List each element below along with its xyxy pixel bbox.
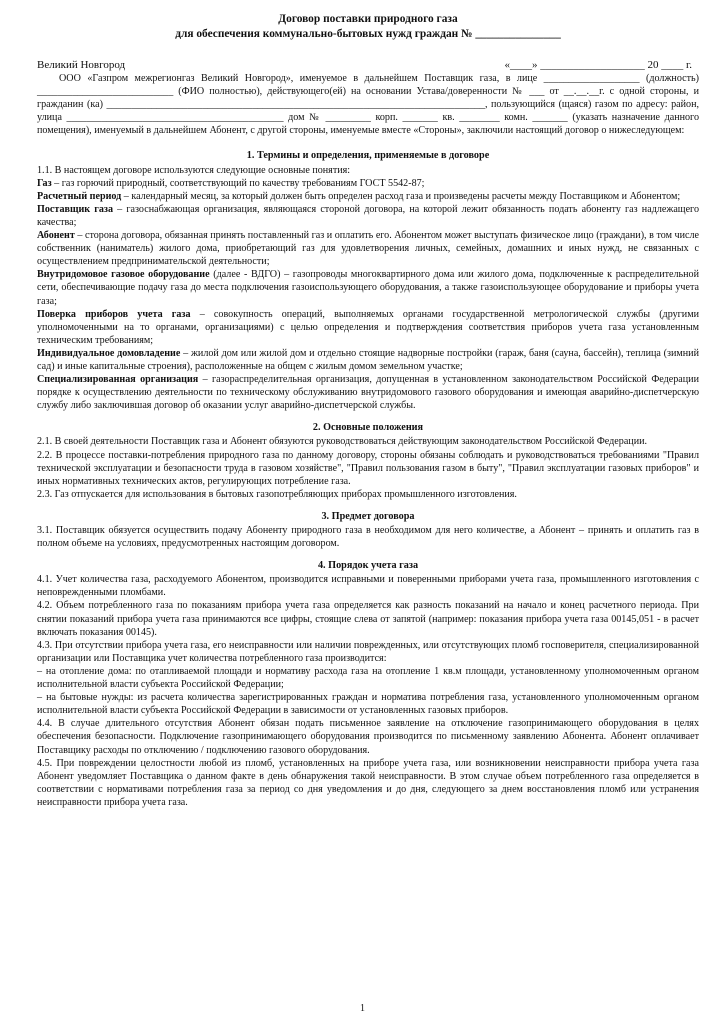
clause-4-3-heating: – на отопление дома: по отапливаемой площади и нормативу расхода газа на отопление 1 кв.м площади, установленному уполномоченным органом исполнительной власти субъекта Российской Федерации; <box>37 665 699 691</box>
clause-4-1: 4.1. Учет количества газа, расходуемого Абонентом, производится исправными и поверенными приборами учета газа, промышленного изготовления с неповрежденными пломбами. <box>37 574 699 599</box>
definition-meter-verification <box>37 308 699 347</box>
section-4-heading: 4. Порядок учета газа <box>317 560 419 572</box>
contract-date: «____» ___________________ 20 ____ г. <box>504 59 692 71</box>
definition-text: – совокупность операций, выполняемых органами государственной метрологической службы (другими уполномоченными на то органами, организациями) с целью определения и подтверждения соответствия приборов учета газа установленным техническим требованиям; <box>37 308 699 346</box>
clause-4-4: 4.4. В случае длительного отсутствия Абонент обязан подать письменное заявление на отключение газопринимающего оборудования в целях обеспечения безопасности. Подключение газопринимающего оборудования производится по письменному заявлению Абонента. Абонент оплачивает Поставщику расходы по отключению / подключению газового оборудования. <box>37 718 699 756</box>
term: Расчетный период <box>37 190 122 202</box>
document-body <box>37 72 699 809</box>
definition-household <box>37 347 699 373</box>
section-1-heading: 1. Термины и определения, применяемые в договоре <box>246 150 490 162</box>
city: Великий Новгород <box>37 59 126 71</box>
term: Поверка приборов учета газа <box>37 308 191 320</box>
clause-2-2: 2.2. В процессе поставки-потребления природного газа по данному договору, стороны обязаны соблюдать и руководствоваться требованиями "Правил технической эксплуатации и безопасности труда в газовом хозяйстве", "Правил пользования газом в быту", "Правил эксплуатации газовых приборов" и иных нормативных технических актов, регулирующих потребление газа. <box>37 449 699 487</box>
definition-text: – сторона договора, обязанная принять поставленный газ и оплатить его. Абонентом может выступать физическое лицо (граждани), в том числе собственник (наниматель) жилого дома, приобретающий газ для удовлетворения личных, семейных, домашних и иных нужд, не связанных с осуществлением предпринимательской деятельности; <box>37 230 699 268</box>
definition-specialized-org <box>37 373 699 412</box>
intro-paragraph: ООО «Газпром межрегионгаз Великий Новгород», именуемое в дальнейшем Поставщик газа, в лице ___________________ (должность) ___________________________ (ФИО полностью), действующего(ей) на основании Устава/доверенности № ___ от __.__.__г. с одной стороны, и гражданин (ка) ___________________________________________________________________________, пользующийся (щаяся) газом по адресу: район, улица ___________________________________________ дом № _________ корп. _______ кв. ________ комн. _______ (указать назначение данного помещения), именуемый в дальнейшем Абонент, с другой стороны, именуемые вместе «Стороны», заключили настоящий договор о нижеследующем: <box>37 73 699 137</box>
section-2-heading: 2. Основные положения <box>312 422 424 434</box>
definition-text: – газоснабжающая организация, являющаяся стороной договора, на которой лежит обязанность подать абоненту газ надлежащего качества; <box>37 203 699 228</box>
definition-gas <box>37 177 699 190</box>
term: Внутридомовое газовое оборудование <box>37 269 210 281</box>
definition-vdgo <box>37 268 699 307</box>
term: Индивидуальное домовладение <box>37 347 181 359</box>
section-3-heading: 3. Предмет договора <box>321 510 415 522</box>
term: Специализированная организация <box>37 374 199 386</box>
clause-2-3: 2.3. Газ отпускается для использования в бытовых газопотребляющих приборах промышленного изготовления. <box>37 488 517 500</box>
document-subtitle: для обеспечения коммунально-бытовых нужд граждан № _______________ <box>175 28 561 40</box>
definition-supplier <box>37 203 699 229</box>
definition-text: – жилой дом или жилой дом и отдельно стоящие надворные постройки (гараж, баня (сауна, бассейн), теплица (зимний сад) и иные капитальные строения), расположенные на общем с жилым домом земельном участке; <box>37 347 699 372</box>
clause-4-3-household: – на бытовые нужды: из расчета количества зарегистрированных граждан и норматива потребления газа, установленного уполномоченным органом исполнительной власти субъекта Российской Федерации в зависимости от установленных газовых приборов. <box>37 692 699 717</box>
definition-text: – календарный месяц, за который должен быть определен расход газа и произведены расчеты между Поставщиком и Абонентом; <box>121 190 681 202</box>
definition-billing-period <box>37 190 699 203</box>
term: Газ <box>37 177 52 189</box>
term: Поставщик газа <box>37 203 114 215</box>
definition-subscriber <box>37 229 699 268</box>
document-title: Договор поставки природного газа <box>278 13 458 25</box>
definition-text: (далее - ВДГО) – газопроводы многоквартирного дома или жилого дома, подключенные к распределительной сети, обеспечивающие подачу газа до места подключения газоиспользующего оборудования, а также газоиспользующее оборудование и приборы учета газа; <box>37 269 699 307</box>
clause-1-1: 1.1. В настоящем договоре используются следующие основные понятия: <box>37 164 351 176</box>
clause-2-1: 2.1. В своей деятельности Поставщик газа и Абонент обязуются руководствоваться действующим законодательством Российской Федерации. <box>37 436 648 448</box>
page-number: 1 <box>360 1003 365 1014</box>
clause-4-5: 4.5. При повреждении целостности любой из пломб, установленных на приборе учета газа, или возникновении неисправности прибора учета газа Абонент уведомляет Поставщика о данном факте в день обнаружения такой неисправности. В этом случае объем потребленного газа определяется в соответствии с нормативами потребления газа за период со дня уведомления и до дня, следующего за днем восстановления пломб или устранения неисправности прибора учета газа. <box>37 757 699 808</box>
term: Абонент <box>37 230 75 242</box>
definition-text: – газ горючий природный, соответствующий по качеству требованиям ГОСТ 5542-87; <box>51 177 425 189</box>
clause-4-2: 4.2. Объем потребленного газа по показаниям прибора учета газа определяется как разность показаний на начало и конец расчетного периода. При снятии показаний прибора учета газа принимаются все цифры, стоящие слева от запятой (например: показания прибора учета газа 00145,051 - в расчет включать показания 00145). <box>37 600 699 638</box>
place-date-line <box>37 58 699 72</box>
clause-4-3: 4.3. При отсутствии прибора учета газа, его неисправности или наличии поврежденных, или отсутствующих пломб госповерителя, специализированной организации или Поставщика учет количества потребленного газа производится: <box>37 639 699 664</box>
definition-text: – газораспределительная организация, допущенная в установленном законодательством Российской Федерации порядке к осуществлению деятельности по техническому обслуживанию внутридомового газового оборудования и имеющая аварийно-диспетчерскую службу либо заключившая договор об оказании услуг аварийно-диспетчерской службы. <box>37 374 699 412</box>
clause-3-1: 3.1. Поставщик обязуется осуществить подачу Абоненту природного газа в необходимом для него количестве, а Абонент – принять и оплатить газ в полном объеме на условиях, предусмотренных настоящим договором. <box>37 525 699 550</box>
